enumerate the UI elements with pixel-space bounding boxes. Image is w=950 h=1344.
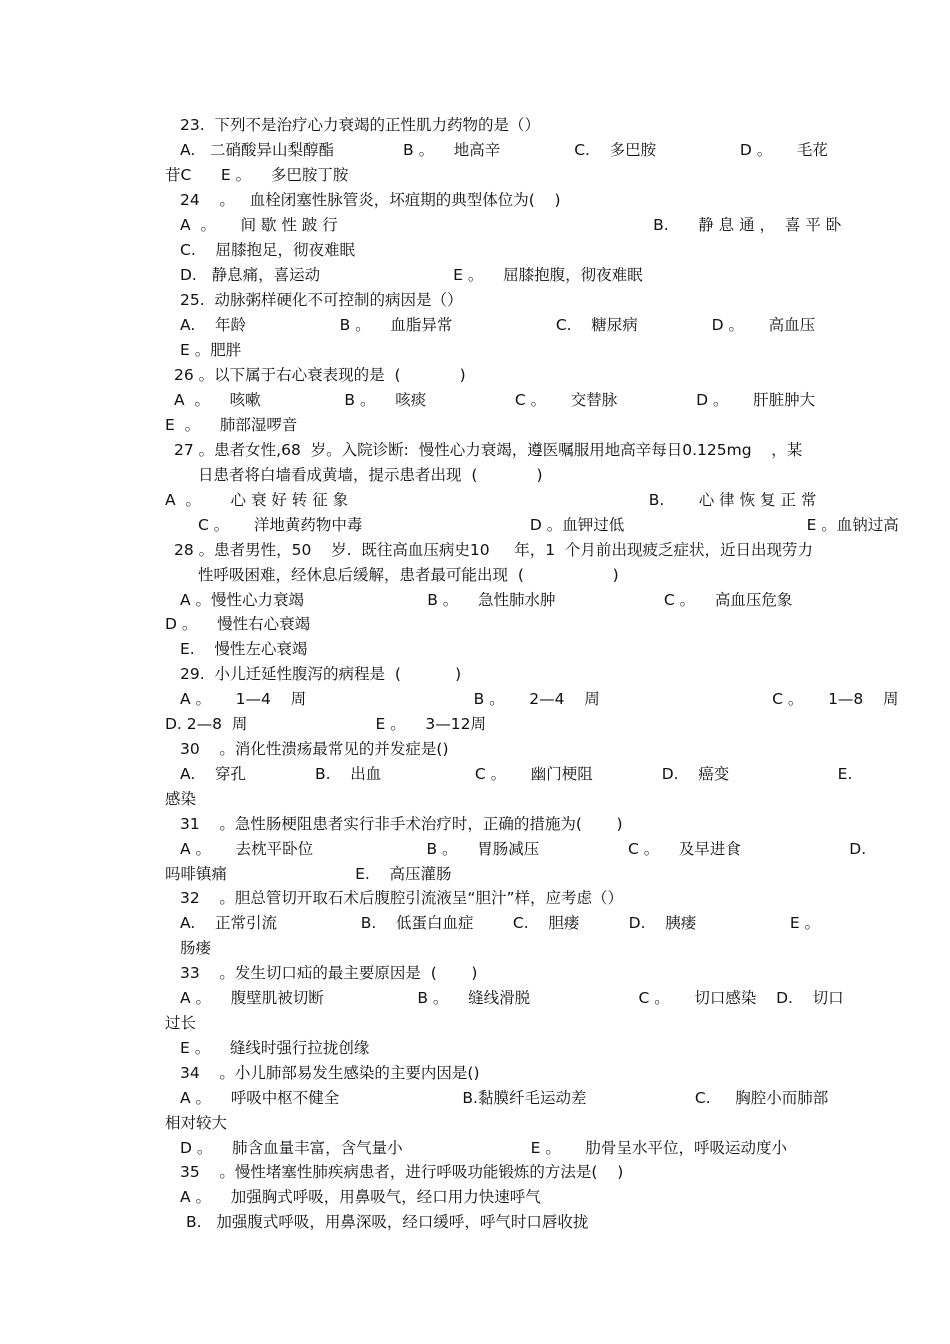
question-24-option-c: C. 屈膝抱足，彻夜难眠 [180,241,355,259]
question-34-options-cont: 相对较大 [165,1114,228,1132]
question-28-stem-cont: 性呼吸困难，经休息后缓解，患者最可能出现 ( ) [198,566,619,584]
question-31-options: A 。 去枕平卧位 B 。 胃肠减压 C 。 及早进食 D. [180,840,867,858]
question-27-stem: 27 。患者女性,68 岁。入院诊断: 慢性心力衰竭，遵医嘱服用地高辛每日0.125mg ，某 [174,441,803,459]
question-33-option-e: E 。 缝线时强行拉拢创缘 [180,1039,370,1057]
question-31-options-cont: 吗啡镇痛 E. 高压灌肠 [165,865,452,883]
question-34-options: A 。 呼吸中枢不健全 B.黏膜纤毛运动差 C. 胸腔小而肺部 [180,1089,829,1107]
question-27-option-c-e: C 。 洋地黄药物中毒 D 。血钾过低 E 。血钠过高 [198,516,899,534]
question-31-stem: 31 。急性肠梗阻患者实行非手术治疗时，正确的措施为( ) [180,815,623,833]
question-26-options: A 。 咳嗽 B 。 咳痰 C 。 交替脉 D 。 肝脏肿大 [174,391,816,409]
question-35-stem: 35 。慢性堵塞性肺疾病患者，进行呼吸功能锻炼的方法是( ) [180,1163,624,1181]
question-35-option-b: B. 加强腹式呼吸，用鼻深吸，经口缓呼，呼气时口唇收拢 [186,1213,589,1231]
question-33-options: A 。 腹壁肌被切断 B 。 缝线滑脱 C 。 切口感染 D. 切口 [180,989,844,1007]
question-25-options: A. 年龄 B 。 血脂异常 C. 糖尿病 D 。 高血压 [180,316,816,334]
question-32-options-cont: 肠瘘 [180,939,212,957]
question-28-option-d: D 。 慢性右心衰竭 [165,615,311,633]
question-23-stem: 23. 下列不是治疗心力衰竭的正性肌力药物的是（） [180,116,541,134]
question-34-option-d-e: D 。 肺含血量丰富，含气量小 E 。 肋骨呈水平位，呼吸运动度小 [180,1139,788,1157]
question-30-options-cont: 感染 [165,790,197,808]
question-27-option-a-b: A 。 心 衰 好 转 征 象 B. 心 律 恢 复 正 常 [165,491,817,509]
question-29-options: A 。 1—4 周 B 。 2—4 周 C 。 1—8 周 [180,690,899,708]
question-27-stem-cont: 日患者将白墙看成黄墙，提示患者出现 ( ) [198,466,543,484]
question-32-stem: 32 。胆总管切开取石术后腹腔引流液呈“胆汁”样，应考虑（） [180,889,623,907]
question-28-stem: 28 。患者男性，50 岁. 既往高血压病史10 年，1 个月前出现疲乏症状，近日出现劳力 [174,541,813,559]
question-24-stem: 24 。 血栓闭塞性脉管炎，坏疽期的典型体位为( ) [180,191,561,209]
question-23-options-cont: 苷C E 。 多巴胺丁胺 [165,166,349,184]
question-23-options: A. 二硝酸异山梨醇酯 B 。 地高辛 C. 多巴胺 D 。 毛花 [180,141,828,159]
question-32-options: A. 正常引流 B. 低蛋白血症 C. 胆瘘 D. 胰瘘 E 。 [180,914,821,932]
question-30-options: A. 穿孔 B. 出血 C 。 幽门梗阻 D. 癌变 E. [180,765,853,783]
question-35-option-a: A 。 加强胸式呼吸，用鼻吸气，经口用力快速呼气 [180,1188,541,1206]
question-24-option-d-e: D. 静息痛，喜运动 E 。 屈膝抱腹，彻夜难眠 [180,266,643,284]
question-30-stem: 30 。消化性溃疡最常见的并发症是() [180,740,449,758]
question-24-option-a-b: A 。 间 歇 性 跛 行 B. 静 息 通 ， 喜 平 卧 [180,216,842,234]
question-26-option-e: E 。 肺部湿啰音 [165,416,298,434]
question-33-stem: 33 。发生切口疝的最主要原因是 ( ) [180,964,478,982]
question-34-stem: 34 。小儿肺部易发生感染的主要内因是() [180,1064,480,1082]
question-33-options-cont: 过长 [165,1014,197,1032]
question-26-stem: 26 。以下属于右心衰表现的是 ( ) [174,366,466,384]
question-29-option-d-e: D. 2—8 周 E 。 3—12周 [165,715,486,733]
question-25-stem: 25. 动脉粥样硬化不可控制的病因是（） [180,291,463,309]
question-25-option-e: E 。肥胖 [180,341,242,359]
question-28-options: A 。慢性心力衰竭 B 。 急性肺水肿 C 。 高血压危象 [180,591,793,609]
question-28-option-e: E. 慢性左心衰竭 [180,640,308,658]
question-29-stem: 29. 小儿迁延性腹泻的病程是 ( ) [180,665,462,683]
